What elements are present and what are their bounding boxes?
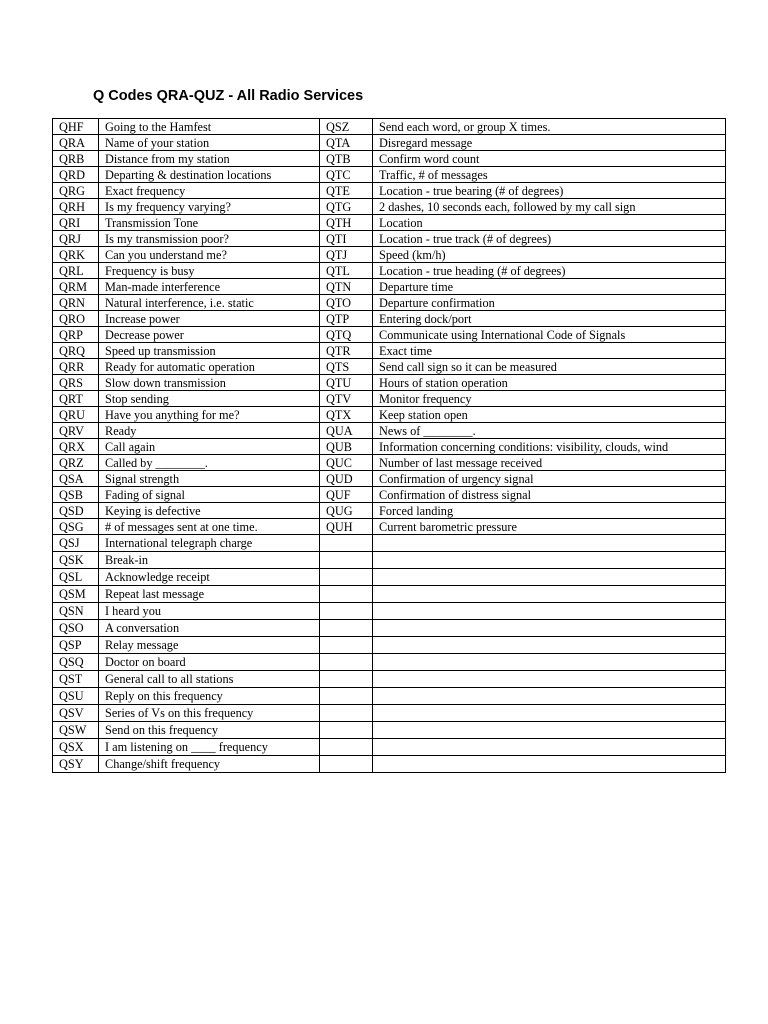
code-cell: QRV [53, 423, 99, 439]
meaning-cell: Signal strength [99, 471, 320, 487]
code-cell [320, 756, 373, 773]
meaning-cell: Send each word, or group X times. [373, 119, 726, 135]
meaning-cell: Is my frequency varying? [99, 199, 320, 215]
meaning-cell: Fading of signal [99, 487, 320, 503]
meaning-cell: Ready [99, 423, 320, 439]
code-cell: QTC [320, 167, 373, 183]
code-cell: QST [53, 671, 99, 688]
code-cell: QSY [53, 756, 99, 773]
table-row [53, 671, 726, 688]
code-cell: QRL [53, 263, 99, 279]
meaning-cell: Man-made interference [99, 279, 320, 295]
meaning-cell: Confirmation of urgency signal [373, 471, 726, 487]
code-cell: QTO [320, 295, 373, 311]
table-row [53, 215, 726, 231]
meaning-cell: General call to all stations [99, 671, 320, 688]
meaning-cell [373, 586, 726, 603]
meaning-cell: Location - true bearing (# of degrees) [373, 183, 726, 199]
meaning-cell: Is my transmission poor? [99, 231, 320, 247]
code-cell: QRQ [53, 343, 99, 359]
meaning-cell: Repeat last message [99, 586, 320, 603]
meaning-cell: Series of Vs on this frequency [99, 705, 320, 722]
table-row [53, 503, 726, 519]
table-row [53, 705, 726, 722]
code-cell: QTP [320, 311, 373, 327]
table-row [53, 569, 726, 586]
meaning-cell: Entering dock/port [373, 311, 726, 327]
meaning-cell: Disregard message [373, 135, 726, 151]
code-cell: QSG [53, 519, 99, 535]
table-row [53, 327, 726, 343]
code-cell: QSN [53, 603, 99, 620]
table-row [53, 359, 726, 375]
meaning-cell: # of messages sent at one time. [99, 519, 320, 535]
code-cell: QRX [53, 439, 99, 455]
code-cell: QTL [320, 263, 373, 279]
meaning-cell: Change/shift frequency [99, 756, 320, 773]
meaning-cell: Keep station open [373, 407, 726, 423]
meaning-cell: Natural interference, i.e. static [99, 295, 320, 311]
table-row [53, 391, 726, 407]
code-cell [320, 654, 373, 671]
meaning-cell: Transmission Tone [99, 215, 320, 231]
code-cell: QRP [53, 327, 99, 343]
meaning-cell [373, 620, 726, 637]
code-cell: QSW [53, 722, 99, 739]
table-row [53, 722, 726, 739]
table-row [53, 535, 726, 552]
code-cell [320, 688, 373, 705]
table-row [53, 247, 726, 263]
table-row [53, 423, 726, 439]
table-row [53, 620, 726, 637]
meaning-cell [373, 671, 726, 688]
table-row [53, 311, 726, 327]
meaning-cell: Slow down transmission [99, 375, 320, 391]
code-cell: QSK [53, 552, 99, 569]
code-cell: QSQ [53, 654, 99, 671]
table-row [53, 151, 726, 167]
code-cell: QTS [320, 359, 373, 375]
meaning-cell: Confirm word count [373, 151, 726, 167]
code-cell: QRR [53, 359, 99, 375]
code-cell: QRO [53, 311, 99, 327]
code-cell: QSA [53, 471, 99, 487]
meaning-cell: Doctor on board [99, 654, 320, 671]
table-row [53, 231, 726, 247]
meaning-cell: Decrease power [99, 327, 320, 343]
code-cell: QRK [53, 247, 99, 263]
meaning-cell [373, 705, 726, 722]
code-cell [320, 620, 373, 637]
meaning-cell: Current barometric pressure [373, 519, 726, 535]
table-row [53, 471, 726, 487]
meaning-cell: Traffic, # of messages [373, 167, 726, 183]
code-cell: QRS [53, 375, 99, 391]
table-row [53, 654, 726, 671]
code-cell: QRJ [53, 231, 99, 247]
code-cell: QSV [53, 705, 99, 722]
meaning-cell: Exact frequency [99, 183, 320, 199]
table-row [53, 603, 726, 620]
meaning-cell: Departing & destination locations [99, 167, 320, 183]
q-codes-table-body [53, 119, 726, 773]
meaning-cell: Call again [99, 439, 320, 455]
code-cell: QUB [320, 439, 373, 455]
code-cell: QSZ [320, 119, 373, 135]
code-cell: QSU [53, 688, 99, 705]
meaning-cell [373, 552, 726, 569]
table-row [53, 519, 726, 535]
meaning-cell: Communicate using International Code of Signals [373, 327, 726, 343]
code-cell: QUC [320, 455, 373, 471]
code-cell [320, 637, 373, 654]
meaning-cell [373, 569, 726, 586]
meaning-cell: Have you anything for me? [99, 407, 320, 423]
code-cell: QTR [320, 343, 373, 359]
code-cell: QRT [53, 391, 99, 407]
code-cell [320, 552, 373, 569]
code-cell: QTU [320, 375, 373, 391]
meaning-cell: International telegraph charge [99, 535, 320, 552]
meaning-cell: Departure confirmation [373, 295, 726, 311]
meaning-cell: Going to the Hamfest [99, 119, 320, 135]
meaning-cell [373, 688, 726, 705]
code-cell: QRB [53, 151, 99, 167]
table-row [53, 756, 726, 773]
table-row [53, 199, 726, 215]
code-cell: QRU [53, 407, 99, 423]
table-row [53, 586, 726, 603]
meaning-cell [373, 756, 726, 773]
code-cell: QUA [320, 423, 373, 439]
table-row [53, 455, 726, 471]
meaning-cell: Frequency is busy [99, 263, 320, 279]
meaning-cell: Exact time [373, 343, 726, 359]
meaning-cell: Location - true track (# of degrees) [373, 231, 726, 247]
code-cell: QTQ [320, 327, 373, 343]
table-row [53, 487, 726, 503]
code-cell: QSO [53, 620, 99, 637]
code-cell: QUD [320, 471, 373, 487]
code-cell: QTJ [320, 247, 373, 263]
code-cell: QRN [53, 295, 99, 311]
meaning-cell: Keying is defective [99, 503, 320, 519]
meaning-cell: A conversation [99, 620, 320, 637]
code-cell: QSM [53, 586, 99, 603]
meaning-cell: Stop sending [99, 391, 320, 407]
meaning-cell: News of ________. [373, 423, 726, 439]
meaning-cell: Can you understand me? [99, 247, 320, 263]
code-cell: QTG [320, 199, 373, 215]
table-row [53, 375, 726, 391]
q-codes-table [52, 118, 726, 773]
meaning-cell: Send call sign so it can be measured [373, 359, 726, 375]
code-cell [320, 535, 373, 552]
code-cell: QUF [320, 487, 373, 503]
code-cell [320, 569, 373, 586]
meaning-cell: Send on this frequency [99, 722, 320, 739]
code-cell: QSB [53, 487, 99, 503]
meaning-cell [373, 535, 726, 552]
meaning-cell: Increase power [99, 311, 320, 327]
code-cell [320, 671, 373, 688]
code-cell [320, 705, 373, 722]
code-cell [320, 739, 373, 756]
code-cell: QTE [320, 183, 373, 199]
code-cell: QUH [320, 519, 373, 535]
code-cell [320, 722, 373, 739]
meaning-cell: Information concerning conditions: visibility, clouds, wind [373, 439, 726, 455]
meaning-cell: Location [373, 215, 726, 231]
code-cell: QRZ [53, 455, 99, 471]
meaning-cell: Speed up transmission [99, 343, 320, 359]
meaning-cell: Forced landing [373, 503, 726, 519]
table-row [53, 167, 726, 183]
table-row [53, 343, 726, 359]
meaning-cell: I heard you [99, 603, 320, 620]
meaning-cell [373, 654, 726, 671]
code-cell: QSJ [53, 535, 99, 552]
meaning-cell: Name of your station [99, 135, 320, 151]
page-title: Q Codes QRA-QUZ - All Radio Services [93, 88, 364, 104]
table-row [53, 183, 726, 199]
meaning-cell: Location - true heading (# of degrees) [373, 263, 726, 279]
table-row [53, 135, 726, 151]
code-cell [320, 586, 373, 603]
meaning-cell: 2 dashes, 10 seconds each, followed by my call sign [373, 199, 726, 215]
meaning-cell: Ready for automatic operation [99, 359, 320, 375]
code-cell: QRM [53, 279, 99, 295]
meaning-cell: Acknowledge receipt [99, 569, 320, 586]
code-cell: QRI [53, 215, 99, 231]
meaning-cell: Hours of station operation [373, 375, 726, 391]
meaning-cell [373, 739, 726, 756]
code-cell: QTH [320, 215, 373, 231]
table-row [53, 439, 726, 455]
meaning-cell: Confirmation of distress signal [373, 487, 726, 503]
code-cell: QSL [53, 569, 99, 586]
meaning-cell [373, 637, 726, 654]
meaning-cell: Relay message [99, 637, 320, 654]
meaning-cell [373, 603, 726, 620]
code-cell: QHF [53, 119, 99, 135]
table-row [53, 119, 726, 135]
code-cell: QTB [320, 151, 373, 167]
table-row [53, 279, 726, 295]
meaning-cell: Distance from my station [99, 151, 320, 167]
table-row [53, 407, 726, 423]
code-cell: QTI [320, 231, 373, 247]
meaning-cell [373, 722, 726, 739]
table-row [53, 263, 726, 279]
meaning-cell: Called by ________. [99, 455, 320, 471]
code-cell: QTA [320, 135, 373, 151]
code-cell: QRA [53, 135, 99, 151]
meaning-cell: Monitor frequency [373, 391, 726, 407]
table-row [53, 688, 726, 705]
table-row [53, 739, 726, 756]
meaning-cell: Number of last message received [373, 455, 726, 471]
meaning-cell: Reply on this frequency [99, 688, 320, 705]
code-cell: QUG [320, 503, 373, 519]
code-cell: QRH [53, 199, 99, 215]
code-cell: QSD [53, 503, 99, 519]
code-cell: QTX [320, 407, 373, 423]
meaning-cell: Speed (km/h) [373, 247, 726, 263]
table-row [53, 637, 726, 654]
code-cell: QSX [53, 739, 99, 756]
code-cell: QRD [53, 167, 99, 183]
meaning-cell: I am listening on ____ frequency [99, 739, 320, 756]
code-cell [320, 603, 373, 620]
meaning-cell: Departure time [373, 279, 726, 295]
code-cell: QSP [53, 637, 99, 654]
code-cell: QTV [320, 391, 373, 407]
code-cell: QTN [320, 279, 373, 295]
code-cell: QRG [53, 183, 99, 199]
meaning-cell: Break-in [99, 552, 320, 569]
table-row [53, 295, 726, 311]
table-row [53, 552, 726, 569]
